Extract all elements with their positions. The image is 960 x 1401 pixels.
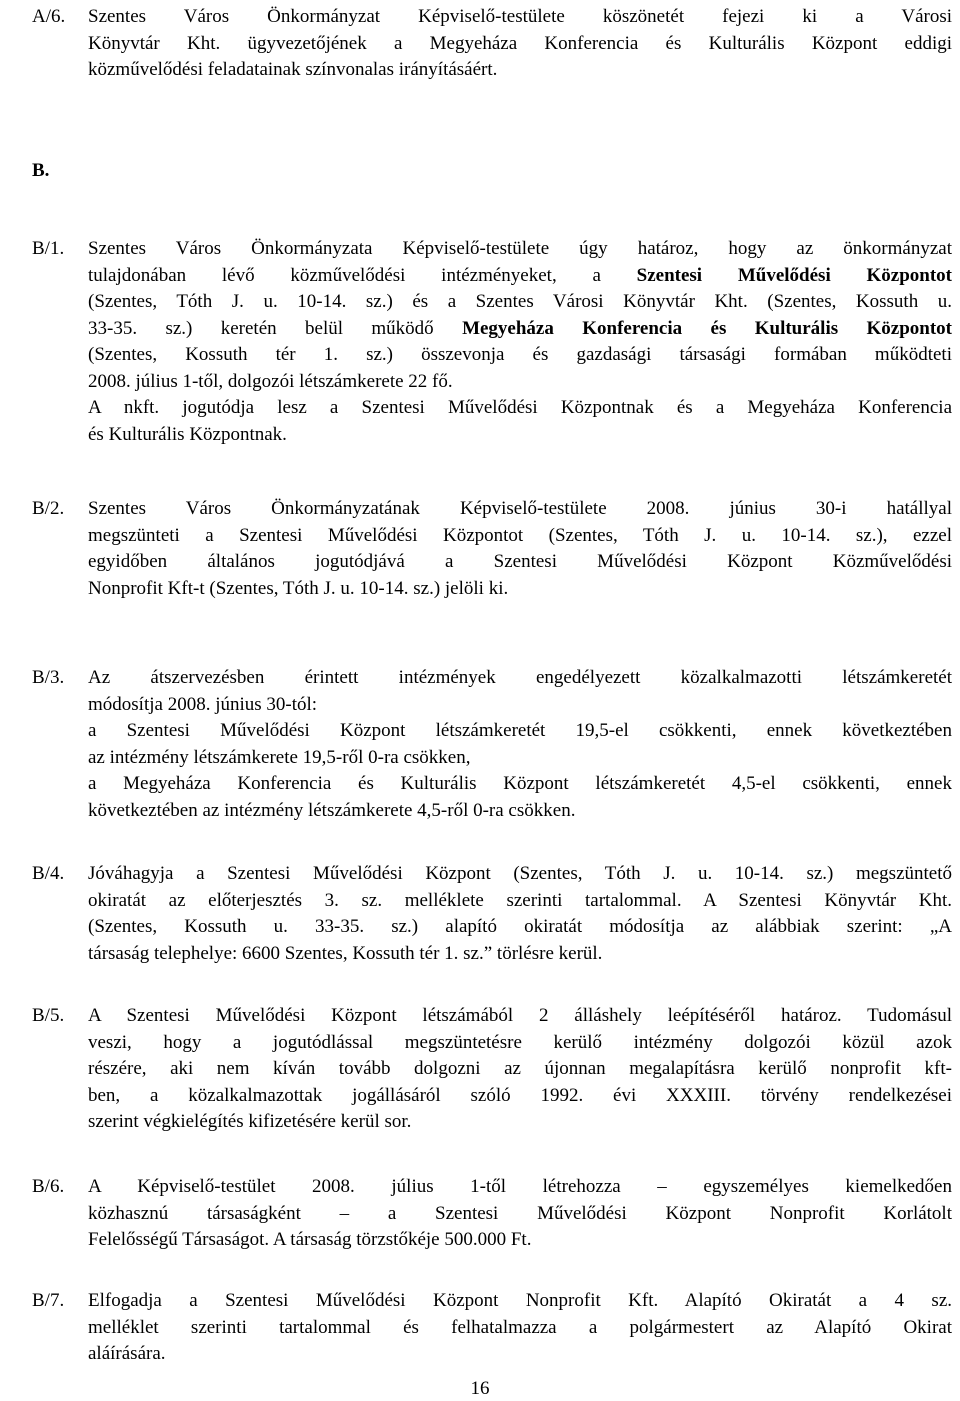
text-line: következtében az intézmény létszámkerete 4,5-ről 0-ra csökken. xyxy=(88,799,576,821)
text-line: társaság telephelye: 6600 Szentes, Kossuth tér 1. sz.” törlésre kerül. xyxy=(88,942,603,964)
text-line: A Szentesi Művelődési Központ létszámából 2 álláshely leépítéséről határoz. Tudomásul xyxy=(88,1005,952,1026)
text-line: Szentes Város Önkormányzat Képviselő-testülete köszönetét fejezi ki a Városi xyxy=(88,6,952,27)
paragraph-number: B/4. xyxy=(32,863,65,884)
paragraph-number: B/1. xyxy=(32,238,65,259)
institution-name-bold: Megyeháza Konferencia és Kulturális Központot xyxy=(462,317,953,339)
paragraph-body xyxy=(88,1003,952,1136)
text-line: (Szentes, Kossuth u. 33-35. sz.) alapító okiratát módosítja az alábbiak szerint: „A xyxy=(88,916,952,937)
paragraph-b3 xyxy=(32,665,952,824)
text-line xyxy=(88,316,952,343)
text-line: melléklet szerinti tartalommal és felhatalmazza a polgármestert az Alapító Okirat xyxy=(88,1316,952,1338)
text-line: ben, a közalkalmazottak jogállásáról szóló 1992. évi XXXIII. törvény rendelkezései xyxy=(88,1084,952,1106)
page-number: 16 xyxy=(470,1378,490,1399)
text-line: a Szentesi Művelődési Központ létszámkeretét 19,5-el csökkenti, ennek következtében xyxy=(88,720,952,741)
paragraph-body xyxy=(88,665,952,824)
text-line: szerint végkielégítés kifizetésére kerül sor. xyxy=(88,1111,412,1132)
text-line: aláírására. xyxy=(88,1343,166,1364)
paragraph-b6 xyxy=(32,1174,952,1254)
institution-name-bold: Szentesi Művelődési Központot xyxy=(636,264,952,286)
text-line: Az átszervezésben érintett intézmények engedélyezett közalkalmazotti létszámkeretét xyxy=(88,667,952,688)
paragraph-b2 xyxy=(32,496,952,602)
paragraph-b4 xyxy=(32,861,952,967)
paragraph-number: A/6. xyxy=(32,6,66,27)
text-line: Jóváhagyja a Szentesi Művelődési Központ (Szentes, Tóth J. u. 10-14. sz.) megszüntető xyxy=(88,863,952,884)
text-line: közhasznú társaságként – a Szentesi Művelődési Központ Nonprofit Korlátolt xyxy=(88,1202,952,1224)
paragraph-b1 xyxy=(32,236,952,448)
text-line: (Szentes, Tóth J. u. 10-14. sz.) és a Szentes Városi Könyvtár Kht. (Szentes, Kossuth u. xyxy=(88,291,952,312)
text-line: módosítja 2008. június 30-tól: xyxy=(88,693,318,715)
text-line: Könyvtár Kht. ügyvezetőjének a Megyeháza Konferencia és Kulturális Központ eddigi xyxy=(88,32,952,54)
text-line: okiratát az előterjesztés 3. sz. melléklete szerinti tartalommal. A Szentesi Könyvtár Kht. xyxy=(88,889,952,911)
text-line: Szentes Város Önkormányzatának Képviselő-testülete 2008. június 30-i hatállyal xyxy=(88,498,952,519)
paragraph-body xyxy=(88,4,952,84)
text-line: A Képviselő-testület 2008. július 1-től létrehozza – egyszemélyes kiemelkedően xyxy=(88,1176,952,1197)
text-line: veszi, hogy a jogutódlással megszüntetésre kerülő intézmény dolgozói közül azok xyxy=(88,1031,952,1053)
section-heading: B. xyxy=(32,160,50,181)
text-line: részére, aki nem kíván tovább dolgozni az újonnan megalapításra kerülő nonprofit kft- xyxy=(88,1058,952,1079)
text-line: a Megyeháza Konferencia és Kulturális Központ létszámkeretét 4,5-el csökkenti, ennek xyxy=(88,773,952,794)
paragraph-body xyxy=(88,236,952,448)
text-line: megszünteti a Szentesi Művelődési Központot (Szentes, Tóth J. u. 10-14. sz.), ezzel xyxy=(88,524,952,546)
text-line: 2008. július 1-től, dolgozói létszámkerete 22 fő. xyxy=(88,370,453,392)
paragraph-number: B/3. xyxy=(32,667,65,688)
text-line: Felelősségű Társaságot. A társaság törzstőkéje 500.000 Ft. xyxy=(88,1229,532,1250)
text-line: és Kulturális Központnak. xyxy=(88,423,287,445)
text-line xyxy=(88,263,952,290)
paragraph-a6 xyxy=(32,4,952,84)
paragraph-body xyxy=(88,1174,952,1254)
paragraph-body xyxy=(88,496,952,602)
paragraph-number: B/5. xyxy=(32,1005,65,1026)
text-line: az intézmény létszámkerete 19,5-ről 0-ra csökken, xyxy=(88,746,471,768)
text-line: Szentes Város Önkormányzata Képviselő-testülete úgy határoz, hogy az önkormányzat xyxy=(88,238,952,259)
text-run: tulajdonában lévő közművelődési intézményeket, a xyxy=(88,264,637,286)
paragraph-body xyxy=(88,1288,952,1368)
text-line: egyidőben általános jogutódjává a Szentesi Művelődési Központ Közművelődési xyxy=(88,551,952,572)
text-line: Elfogadja a Szentesi Művelődési Központ Nonprofit Kft. Alapító Okiratát a 4 sz. xyxy=(88,1290,952,1311)
paragraph-number: B/2. xyxy=(32,498,65,519)
paragraph-number: B/7. xyxy=(32,1290,65,1311)
paragraph-b5 xyxy=(32,1003,952,1136)
paragraph-b7 xyxy=(32,1288,952,1368)
text-line: A nkft. jogutódja lesz a Szentesi Művelődési Központnak és a Megyeháza Konferencia xyxy=(88,397,952,418)
text-line: közművelődési feladatainak színvonalas irányításáért. xyxy=(88,59,498,80)
paragraph-number: B/6. xyxy=(32,1176,65,1197)
text-run: 33-35. sz.) keretén belül működő xyxy=(88,317,463,339)
text-line: (Szentes, Kossuth tér 1. sz.) összevonja és gazdasági társasági formában működteti xyxy=(88,344,952,365)
paragraph-body xyxy=(88,861,952,967)
text-line: Nonprofit Kft-t (Szentes, Tóth J. u. 10-14. sz.) jelöli ki. xyxy=(88,577,509,599)
